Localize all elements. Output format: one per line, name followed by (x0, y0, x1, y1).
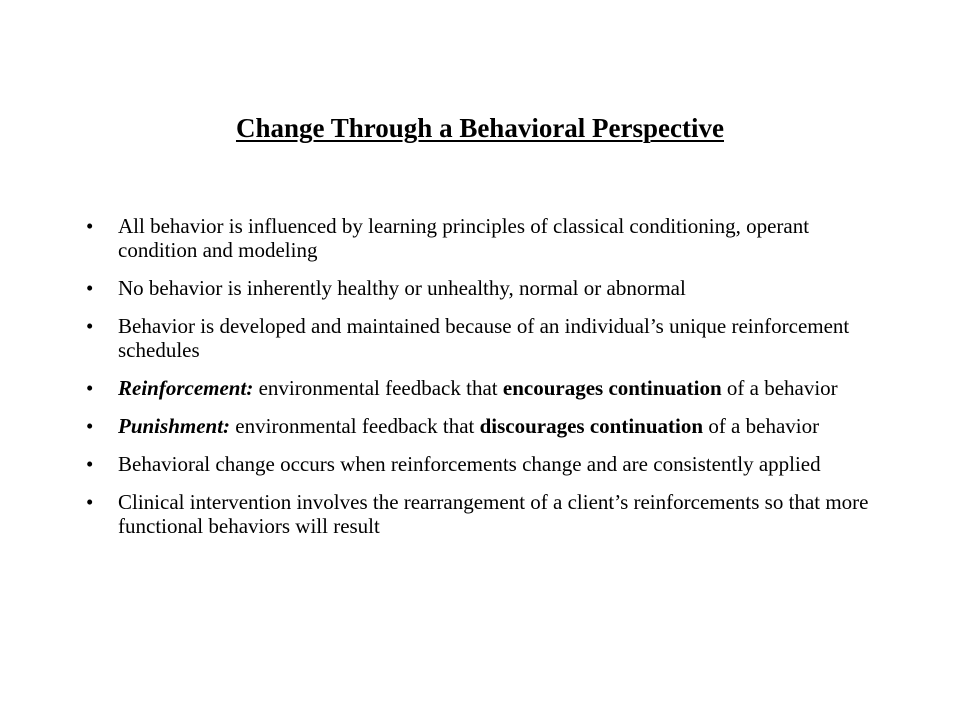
bullet-item (86, 490, 886, 538)
bullet-item (86, 314, 886, 362)
bullet-term: Reinforcement: (118, 376, 254, 400)
bullet-text: of a behavior (703, 414, 820, 438)
bullet-text: environmental feedback that (230, 414, 480, 438)
bullet-item (86, 414, 886, 438)
bullet-emphasis: discourages continuation (479, 414, 704, 438)
bullet-glyph: • (86, 276, 94, 300)
bullet-item (86, 276, 886, 300)
bullet-text: environmental feedback that (253, 376, 503, 400)
bullet-glyph: • (86, 214, 94, 238)
bullet-text: Clinical intervention involves the rearrangement of a client’s reinforcements so that more functional behaviors will result (118, 490, 869, 538)
bullet-item (86, 376, 886, 400)
bullet-text: of a behavior (721, 376, 838, 400)
bullet-glyph: • (86, 490, 94, 514)
bullet-item (86, 452, 886, 476)
bullet-item (86, 214, 886, 262)
bullet-text: No behavior is inherently healthy or unhealthy, normal or abnormal (118, 276, 686, 300)
bullet-text: All behavior is influenced by learning principles of classical conditioning, operant condition and modeling (118, 214, 810, 262)
bullet-emphasis: encourages continuation (502, 376, 722, 400)
bullet-glyph: • (86, 452, 94, 476)
bullet-term: Punishment: (118, 414, 231, 438)
slide-title: Change Through a Behavioral Perspective (235, 113, 724, 143)
bullet-text: Behavioral change occurs when reinforcements change and are consistently applied (118, 452, 821, 476)
bullet-glyph: • (86, 314, 94, 338)
bullet-glyph: • (86, 414, 94, 438)
bullet-list (86, 214, 886, 552)
bullet-glyph: • (86, 376, 94, 400)
bullet-text: Behavior is developed and maintained because of an individual’s unique reinforcement schedules (118, 314, 850, 362)
